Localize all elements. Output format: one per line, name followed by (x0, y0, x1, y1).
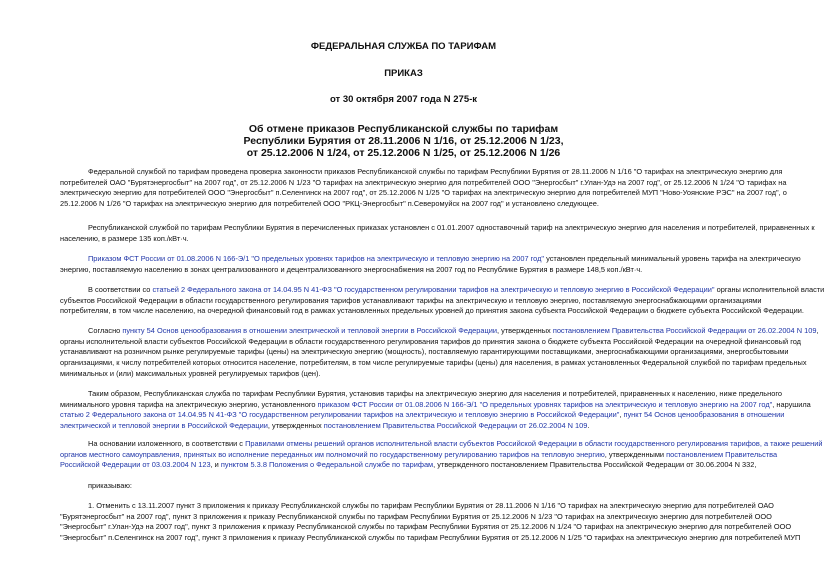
text-line (60, 449, 778, 461)
title-line: от 25.12.2006 N 1/24, от 25.12.2006 N 1/25, от 25.12.2006 N 1/26 (246, 147, 561, 159)
text-line (60, 460, 768, 471)
title-line: Об отмене приказов Республиканской службы по тарифам (248, 123, 559, 135)
text-run: Таким образом, Республиканская служба по тарифам Республики Бурятия, установив тарифы на электрическую энергию для населения и потребителей, приравненных к населению, ниже предельного (88, 389, 782, 398)
text-run: На основании изложенного, в соответствии с (88, 439, 246, 448)
text-line (60, 389, 782, 400)
pricing-basics-link[interactable]: пункту 54 Основ ценообразования в отношении электрической и тепловой энергии в Российской Федерации (122, 326, 497, 335)
text-line: органы исполнительной власти субъектов Российской Федерации в области государственного регулирования тарифов до принятия закона о бюджете субъекта Российской Федерации на очередной финансовый год (60, 336, 801, 346)
text-run: , утвержденных (267, 421, 324, 431)
rules-link[interactable]: Правилами отмены решений органов исполнительной власти субъектов Российской Федерации в области государственного регулирования тарифов, а также решений (245, 439, 823, 448)
text-run: минимального уровня тарифа на электрическую энергию, установленного (60, 399, 318, 409)
document-title (180, 123, 627, 159)
pricing-basics-link[interactable]: пункт 54 Основ ценообразования в отношении (623, 410, 785, 420)
text-line: энергию, поставляемую населению в зонах централизованного и децентрализованного энергоснабжения на 2007 год по Республике Бурятия в размере 148,5 коп./кВт·ч. (60, 264, 643, 274)
text-run: органы исполнительной власти (714, 285, 824, 294)
text-run: установлен предельный минимальный уровень тарифа на электрическую (544, 254, 801, 263)
text-run: 1. Отменить с 13.11.2007 пункт 3 приложения к приказу Республиканской службы по тарифам Республики Бурятия от 28.11.2006 N 1/16 "О тарифах на электрическую энергию для потребителей ОАО (88, 501, 774, 510)
text-run: приказываю: (88, 481, 132, 490)
paragraph-3 (60, 254, 801, 275)
text-line: "Энергосбыт" п.Селенгинск на 2007 год", пункт 3 приложения к приказу Республиканской службы по тарифам Республики Бурятия от 25.12.2006 N 1/25 "О тарифах на электрическую энергию для потребителей МУП (60, 533, 801, 543)
text-line (60, 223, 815, 234)
text-line: 25.12.2006 N 1/26 "О тарифах на электрическую энергию для потребителей ООО "РКЦ-Энергосбыт" п.Северомуйск на 2007 год" и установлено следующее. (60, 199, 599, 209)
text-line: организациями, к числу потребителей которых относится население, потребителям, в том числе регулируемые тарифы (цены) для населения, в рамках установленных Федеральной службой по тарифам предельных (60, 358, 807, 368)
text-line: "Бурятэнергосбыт" на 2007 год", пункт 3 приложения к приказу Республиканской службы по тарифам Республики Бурятия от 25.12.2006 N 1/23 "О тарифах на электрическую энергию для потребителей ООО (60, 511, 772, 521)
text-run: , нарушила (772, 399, 811, 409)
text-run: , и (210, 460, 221, 470)
paragraph-6 (60, 389, 811, 432)
text-line: устанавливают на розничном рынке регулируемые тарифы (цены) на электрическую энергию (мощность), поставляемую гарантирующими поставщиками, энергоснабжающими организациями, энергосбытовыми (60, 347, 789, 357)
text-run: Согласно (88, 326, 123, 335)
text-line (60, 481, 768, 492)
paragraph-4 (60, 285, 824, 317)
text-run: В соответствии со (88, 285, 153, 294)
text-line (60, 326, 819, 337)
date-number-heading: от 30 октября 2007 года N 275-к (329, 94, 478, 105)
federal-law-link[interactable]: статью 2 Федерального закона от 14.04.95 N 41-ФЗ "О государственном регулировании тарифов на электрическую и тепловую энергию в Российской Федерации" (60, 410, 620, 420)
paragraph-7 (60, 439, 823, 471)
paragraph-1 (60, 167, 787, 210)
paragraph-9 (60, 501, 801, 544)
text-run: Федеральной службой по тарифам проведена проверка законности приказов Республиканской службы по тарифам Республики Бурятия от 28.11.2006 N 1/16 "О тарифах на электрическую энергию для (88, 167, 783, 176)
agency-heading: ФЕДЕРАЛЬНАЯ СЛУЖБА ПО ТАРИФАМ (310, 41, 497, 52)
text-line (60, 167, 783, 178)
text-line: потребителей ОАО "Бурятэнергосбыт" на 2007 год", от 25.12.2006 N 1/23 "О тарифах на электрическую энергию для потребителей ООО "Энергосбыт" г.Улан-Удэ на 2007 год", от 25.12.2006 N 1/24 "О тарифах на (60, 177, 787, 187)
title-line: Республики Бурятия от 28.11.2006 N 1/16, от 25.12.2006 N 1/23, (243, 135, 564, 147)
text-line: минимальных и (или) максимальных уровней регулируемых тарифов (цен). (60, 368, 321, 378)
text-line (60, 254, 801, 265)
text-line: "Энергосбыт" г.Улан-Удэ на 2007 год", пункт 3 приложения к приказу Республиканской службы по тарифам Республики Бурятия от 25.12.2006 N 1/24 "О тарифах на электрическую энергию для потребителей ООО (60, 522, 792, 532)
rules-link[interactable]: органов местного самоуправления, принятых во исполнение переданных им полномочий по государственному регулированию тарифов на тепловую энергию (60, 449, 605, 459)
text-line (60, 285, 824, 296)
text-run: , (619, 410, 624, 420)
order-fst-link[interactable]: Приказом ФСТ России от 01.08.2006 N 166-Э/1 "О предельных уровнях тарифов на электрическую и тепловую энергию на 2007 год" (88, 254, 545, 263)
text-run: , утвержденными (604, 449, 667, 459)
text-line: субъектов Российской Федерации в области государственного регулирования тарифов устанавливают тарифы на электрическую и тепловую энергию, поставляемую энергоснабжающими организациями (60, 295, 762, 305)
government-decree-link[interactable]: постановлением Правительства (666, 449, 778, 459)
text-run: , утвержденного постановлением Правительства Российской Федерации от 30.06.2004 N 332, (433, 460, 757, 470)
text-line (60, 399, 811, 411)
text-line: электрическую энергию для потребителей ООО "Энергосбыт" п.Селенгинск на 2007 год", от 25.12.2006 N 1/25 "О тарифах на электрическую энергию для потребителей МУП "Ново-Уоянские РЭС" на 2007 год", о (60, 188, 787, 198)
paragraph-2 (60, 223, 815, 244)
paragraph-8 (60, 481, 768, 492)
text-line: населению, в размере 135 коп./кВт·ч. (60, 233, 189, 243)
federal-law-link[interactable]: статьей 2 Федерального закона от 14.04.95 N 41-ФЗ "О государственном регулировании тарифов на электрическую и тепловую энергию в Российской Федерации" (152, 285, 715, 294)
paragraph-5 (60, 326, 819, 380)
text-run: . (587, 421, 590, 431)
text-run: , (816, 326, 819, 335)
order-fst-link[interactable]: приказом ФСТ России от 01.08.2006 N 166-Э/1 "О предельных уровнях тарифов на электрическую и тепловую энергию на 2007 год" (317, 399, 773, 409)
text-line (60, 501, 774, 512)
pricing-basics-link[interactable]: электрической и тепловой энергии в Российской Федерации (60, 421, 268, 431)
text-line (60, 410, 785, 421)
text-line: потребителям, в том числе населению, на очередной финансовый год в рамках установленных предельных уровней до принятия закона субъекта Российской Федерации о бюджете субъекта Российской Федерации. (60, 306, 804, 316)
text-line (60, 439, 823, 450)
text-run: , утвержденных (496, 326, 553, 335)
fst-regulation-link[interactable]: пунктом 5.3.8 Положения о Федеральной службе по тарифам (220, 460, 434, 470)
government-decree-link[interactable]: Российской Федерации от 03.03.2004 N 123 (60, 460, 211, 470)
government-decree-link[interactable]: постановлением Правительства Российской Федерации от 26.02.2004 N 109 (552, 326, 817, 335)
doc-type-heading: ПРИКАЗ (384, 68, 423, 79)
text-line (60, 421, 768, 432)
text-run: Республиканской службой по тарифам Республики Бурятия в перечисленных приказах установлен с 01.01.2007 одноставочный тариф на электрическую энергию для населения и потребителей, приравненных к (88, 223, 815, 232)
government-decree-link[interactable]: постановлением Правительства Российской Федерации от 26.02.2004 N 109 (323, 421, 588, 431)
